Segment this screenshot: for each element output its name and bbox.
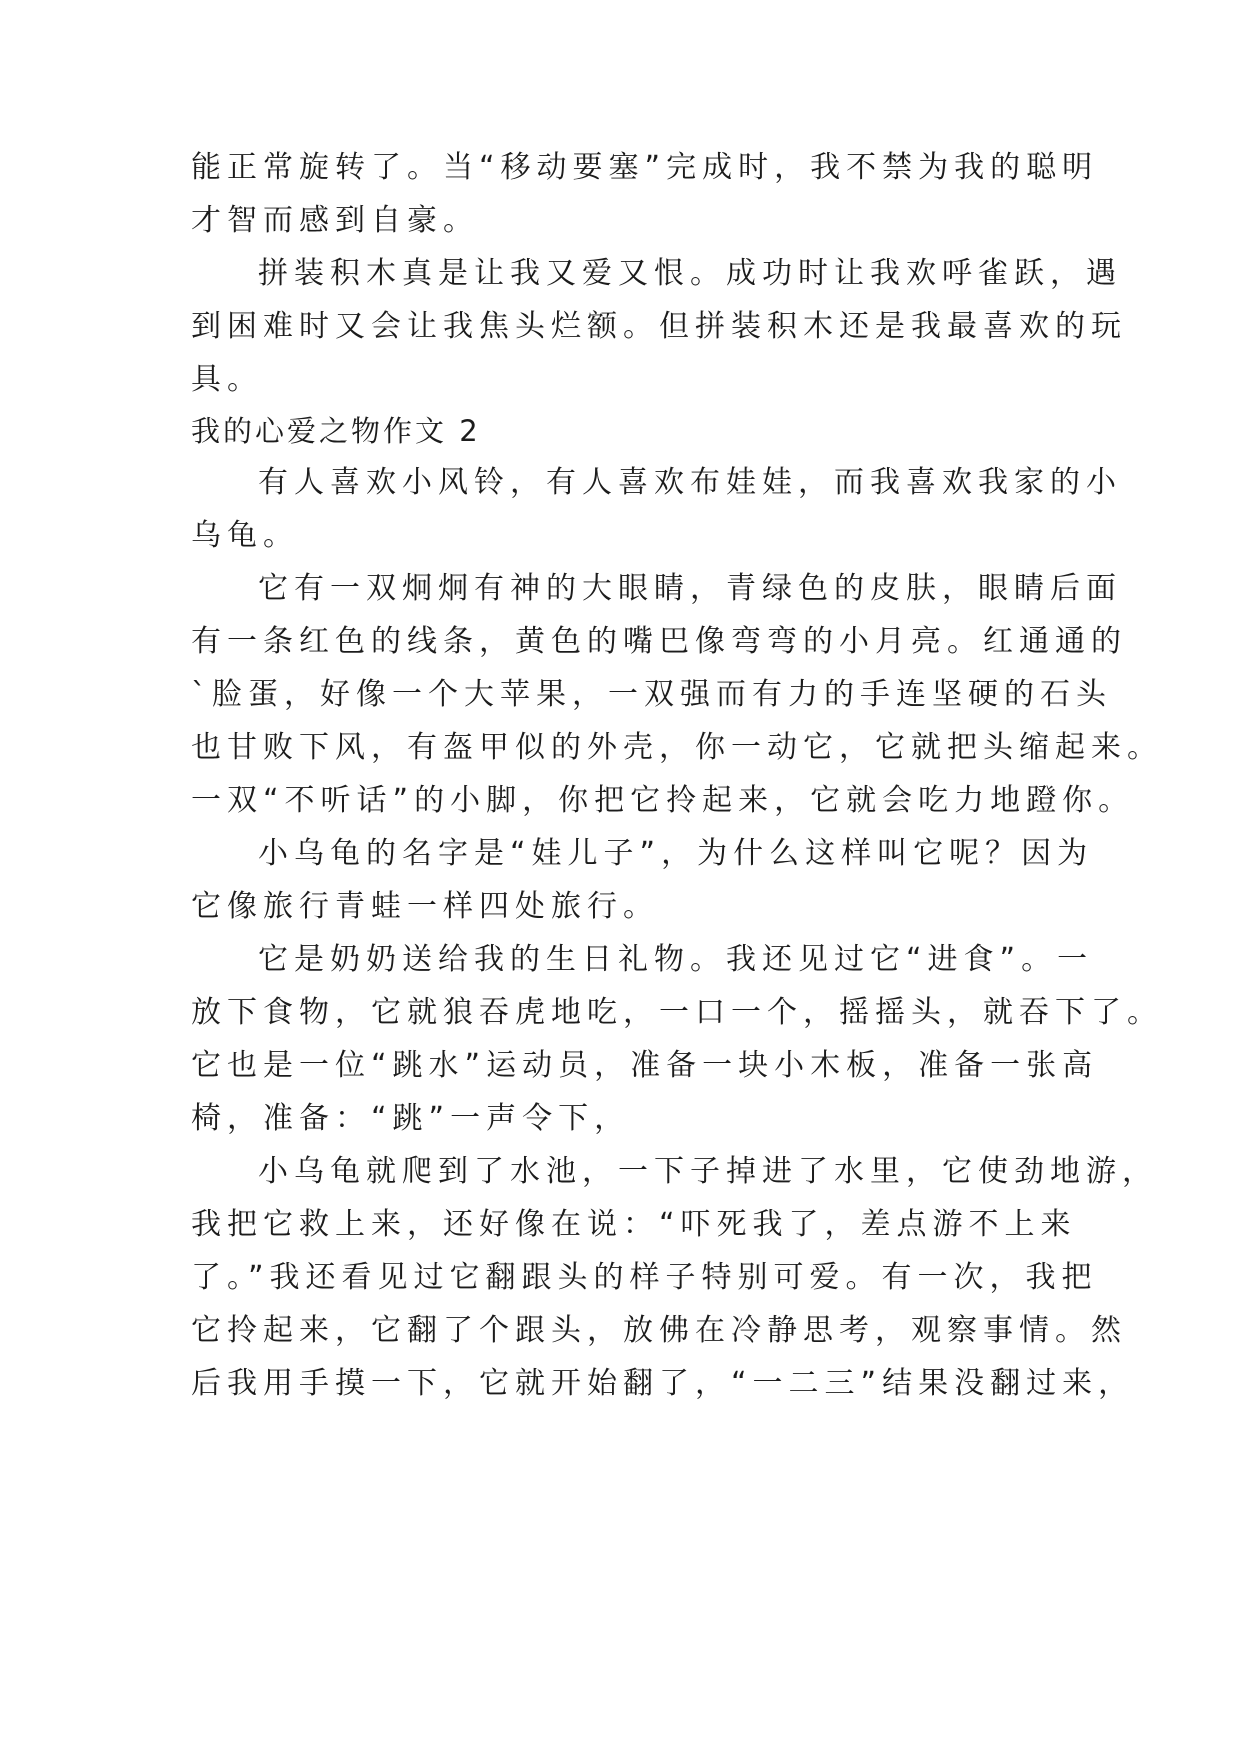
text-line: 椅，准备：“跳”一声令下， bbox=[191, 1101, 631, 1136]
text-line: 一双“不听话”的小脚，你把它拎起来，它就会吃力地蹬你。 bbox=[191, 783, 1135, 818]
text-line: 到困难时又会让我焦头烂额。但拼装积木还是我最喜欢的玩 bbox=[191, 309, 1127, 344]
paragraph-start-line: 拼装积木真是让我又爱又恨。成功时让我欢呼雀跃，遇 bbox=[258, 256, 1122, 291]
paragraph-start-line: 它有一双炯炯有神的大眼睛，青绿色的皮肤，眼睛后面 bbox=[258, 571, 1122, 606]
text-line: 它像旅行青蛙一样四处旅行。 bbox=[191, 889, 659, 924]
text-line: 了。”我还看见过它翻跟头的样子特别可爱。有一次，我把 bbox=[191, 1260, 1098, 1295]
paragraph-start-line: 它是奶奶送给我的生日礼物。我还见过它“进食”。一 bbox=[258, 942, 1094, 977]
paragraph-start-line: 有人喜欢小风铃，有人喜欢布娃娃，而我喜欢我家的小 bbox=[258, 465, 1122, 500]
text-line: 放下食物，它就狼吞虎地吃，一口一个，摇摇头，就吞下了。 bbox=[191, 995, 1163, 1030]
text-line: 它拎起来，它翻了个跟头，放佛在冷静思考，观察事情。然 bbox=[191, 1313, 1127, 1348]
text-line: 能正常旋转了。当“移动要塞”完成时，我不禁为我的聪明 bbox=[191, 150, 1099, 185]
text-line: 有一条红色的线条，黄色的嘴巴像弯弯的小月亮。红通通的 bbox=[191, 624, 1127, 659]
text-line: 它也是一位“跳水”运动员，准备一块小木板，准备一张高 bbox=[191, 1048, 1099, 1083]
text-line: 具。 bbox=[191, 362, 263, 397]
section-heading: 我的心爱之物作文 2 bbox=[191, 414, 481, 448]
text-line: 我把它救上来，还好像在说：“吓死我了，差点游不上来 bbox=[191, 1207, 1077, 1242]
paragraph-start-line: 小乌龟就爬到了水池，一下子掉进了水里，它使劲地游， bbox=[258, 1154, 1158, 1189]
paragraph-start-line: 小乌龟的名字是“娃儿子”，为什么这样叫它呢？因为 bbox=[258, 836, 1094, 871]
text-line: 后我用手摸一下，它就开始翻了，“一二三”结果没翻过来， bbox=[191, 1366, 1135, 1401]
text-line: 才智而感到自豪。 bbox=[191, 203, 479, 238]
text-line: 也甘败下风，有盔甲似的外壳，你一动它，它就把头缩起来。 bbox=[191, 730, 1163, 765]
text-line: `脸蛋，好像一个大苹果，一双强而有力的手连坚硬的石头 bbox=[191, 677, 1112, 712]
text-line: 乌龟。 bbox=[191, 518, 299, 553]
